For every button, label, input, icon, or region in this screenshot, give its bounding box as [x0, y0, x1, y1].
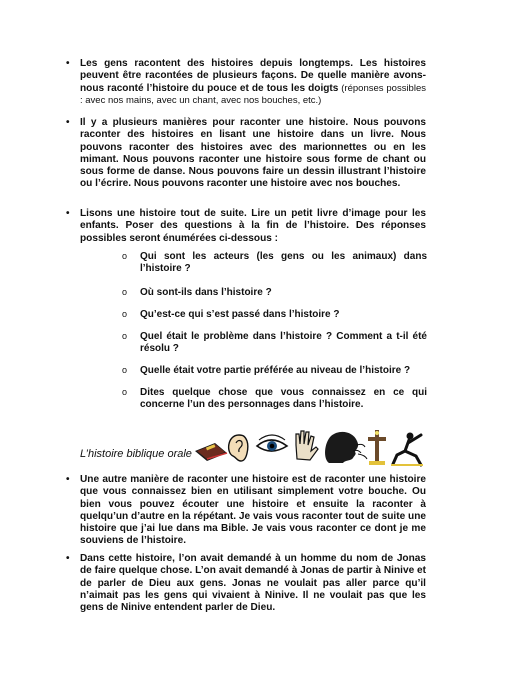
icon-strip: [193, 425, 426, 467]
question-marker: o: [122, 309, 128, 319]
bullet-marker: •: [66, 58, 70, 69]
question-marker: o: [122, 365, 128, 375]
paragraph-ways-to-tell: [66, 117, 426, 191]
paragraph-stories-history: [66, 58, 426, 107]
question-item: [122, 331, 427, 356]
paragraph-oral-story: [66, 474, 426, 548]
question-item: [122, 387, 427, 412]
figure-kneeling-icon: [391, 433, 423, 467]
question-text: Où sont-ils dans l’histoire ?: [140, 287, 272, 298]
paragraph-text: Les gens racontent des histoires depuis longtemps. Les histoires peuvent être racontées de plusieurs façons. De quelle manière avons-nous raconté l’histoire du pouce et de tous les doigts: [80, 58, 426, 94]
paragraph-text: Il y a plusieurs manières pour raconter une histoire. Nous pouvons raconter des histoires en lisant une histoire dans un livre. Nous pouvons raconter des histoires avec des marionnettes ou en les mimant. Nous pouvons raconter une histoire sous forme de chant ou sous forme de danse. Nous pouvons faire un dessin illustrant l’histoire ou l’écrire. Nous pouvons raconter une histoire avec nos bouches.: [80, 117, 426, 190]
question-item: [122, 365, 427, 377]
question-text: Quelle était votre partie préférée au niveau de l’histoire ?: [140, 365, 411, 376]
paragraph-note: (réponses possibles : avec nos mains, avec un chant, avec nos bouches, etc.): [80, 82, 426, 106]
bible-icon: [195, 443, 227, 461]
section-heading: L’histoire biblique orale: [80, 448, 192, 460]
paragraph-text: Lisons une histoire tout de suite. Lire un petit livre d’image pour les enfants. Poser des questions à la fin de l’histoire. Des réponses possibles seront énumérées ci-dessous :: [80, 208, 426, 244]
paragraph-jonah: [66, 553, 426, 614]
question-text: Qu’est-ce qui s’est passé dans l’histoire ?: [140, 309, 340, 320]
question-item: [122, 287, 427, 299]
mouth-profile-icon: [325, 432, 367, 463]
ear-icon: [229, 435, 248, 461]
bullet-marker: •: [66, 474, 70, 485]
bullet-marker: •: [66, 208, 70, 219]
bullet-marker: •: [66, 117, 70, 128]
question-marker: o: [122, 287, 128, 297]
paragraph-text: Dans cette histoire, l’on avait demandé à un homme du nom de Jonas de faire quelque chose. L’on avait demandé à Jonas de partir à Ninive et de parler de Dieu aux gens. Jonas ne voulait pas aller parce qu’il n’aimait pas les gens qui vivaient à Ninive. Il ne voulait pas que les gens de Ninive entendent parler de Dieu.: [80, 553, 426, 614]
question-text: Dites quelque chose que vous connaissez en ce qui concerne l’un des personnages dans l’histoire.: [140, 387, 427, 411]
question-marker: o: [122, 331, 128, 341]
eye-icon: [257, 435, 287, 451]
question-item: [122, 251, 427, 276]
bullet-marker: •: [66, 553, 70, 564]
question-text: Quel était le problème dans l’histoire ? Comment a t-il été résolu ?: [140, 331, 427, 355]
hand-icon: [296, 431, 318, 460]
paragraph-text: Une autre manière de raconter une histoire est de raconter une histoire que vous connaissez bien en utilisant simplement votre bouche. Ou bien vous pouvez écouter une histoire et ensuite la raconter à quelqu’un d’autre en la répétant. Je vais vous raconter tout de suite une histoire que j’ai lue dans ma Bible. Je vais vous raconter ce dont je me souviens de l’histoire.: [80, 474, 426, 547]
question-marker: o: [122, 251, 128, 261]
question-item: [122, 309, 427, 321]
cross-icon: [368, 430, 386, 465]
question-marker: o: [122, 387, 128, 397]
question-text: Qui sont les acteurs (les gens ou les animaux) dans l’histoire ?: [140, 251, 427, 275]
paragraph-read-story: [66, 208, 426, 245]
